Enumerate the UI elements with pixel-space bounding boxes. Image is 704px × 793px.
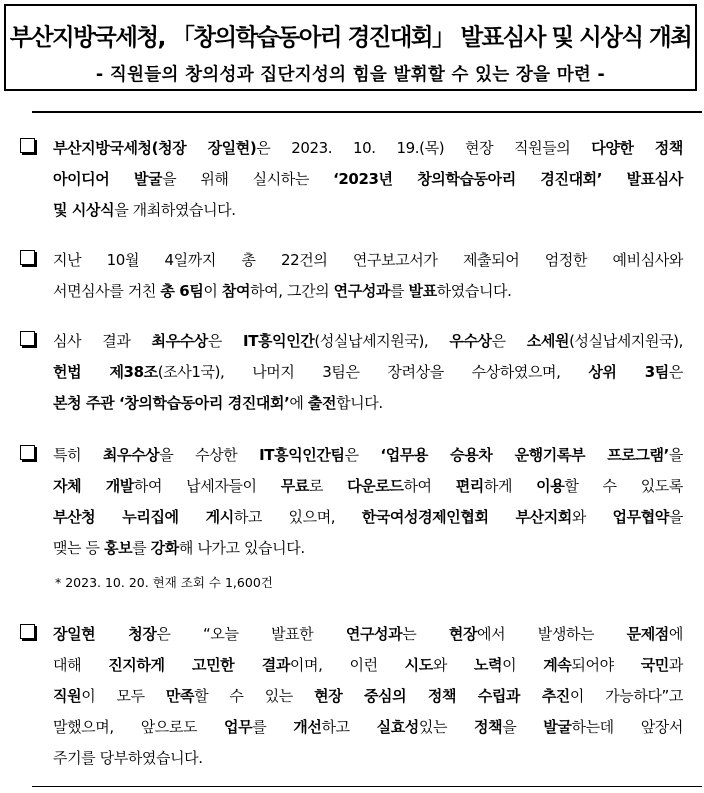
body-text: 하여, 그간의 [250, 282, 334, 300]
body-text: 주기를 당부하였습니다. [53, 749, 203, 767]
emphasis-text: 노력 [473, 656, 503, 674]
text-line [53, 388, 683, 419]
emphasis-text: 자체 개발 [53, 477, 134, 495]
body-text: 을 수상한 [159, 446, 260, 464]
body-text: 할 수 있는 [194, 687, 315, 705]
page-subtitle: - 직원들의 창의성과 집단지성의 힘을 발휘할 수 있는 장을 마련 - [95, 65, 606, 85]
body-text: 심사 결과 [53, 332, 152, 350]
emphasis-text: 개선 [293, 718, 322, 736]
bullet-square-icon [20, 331, 35, 346]
body-text: 되어야 [571, 656, 641, 674]
emphasis-text: 부산지방국세청(청장 장일현) [53, 139, 257, 157]
body-text: 합니다. [336, 394, 383, 412]
body-text: 를 [252, 718, 294, 736]
body-text: 하는데 앞장서 [571, 718, 683, 736]
emphasis-text: 헌법 제38조 [53, 363, 158, 381]
emphasis-text: 아이디어 발굴 [53, 170, 163, 188]
body-text: 말했으며, 앞으로도 [53, 718, 225, 736]
body-text: 은 [344, 446, 381, 464]
body-text: 특히 [53, 446, 103, 464]
section-paragraph [53, 245, 683, 307]
body-text: 을 [502, 718, 544, 736]
emphasis-text: 참여 [221, 282, 251, 300]
emphasis-text: 현장 [448, 625, 478, 643]
text-line [53, 650, 683, 681]
text-line [53, 357, 683, 388]
body-text: 은 2023. 10. 19.(목) 현장 직원들의 [256, 139, 592, 157]
emphasis-text: 다양한 정책 [591, 139, 683, 157]
emphasis-text: 직원 [53, 687, 82, 705]
emphasis-text: 국민 [640, 656, 669, 674]
emphasis-text: 부산청 누리집에 게시 [53, 508, 234, 526]
emphasis-text: 홍보 [104, 539, 133, 557]
emphasis-text: 이용 [536, 477, 565, 495]
emphasis-text: 편리 [455, 477, 484, 495]
text-line [53, 245, 683, 276]
section-paragraph [53, 619, 683, 774]
body-text: 이 가능하다”고 [569, 687, 684, 705]
emphasis-text: 장일현 청장 [53, 625, 157, 643]
body-text: 에 [289, 394, 308, 412]
bullet-square-icon [20, 250, 35, 265]
emphasis-text: 시도 [404, 656, 433, 674]
emphasis-text: 진지하게 고민한 결과 [108, 656, 290, 674]
emphasis-text: 만족 [165, 687, 195, 705]
body-text: 이 [203, 282, 222, 300]
body-text: 맺는 등 [53, 539, 105, 557]
body-text: 은 [207, 332, 244, 350]
body-text: (성실납세지원국), [569, 332, 683, 350]
text-line [53, 743, 683, 774]
emphasis-text: 상위 3팀 [588, 363, 669, 381]
top-divider [32, 111, 702, 113]
body-text: 하고 [321, 718, 377, 736]
emphasis-text: 발굴 [543, 718, 572, 736]
body-text: 지난 10월 4일까지 총 22건의 연구보고서가 제출되어 엄정한 예비심사와 [53, 251, 683, 269]
page-title: 부산지방국세청, 「창의학습동아리 경진대회」 발표심사 및 시상식 개최 [9, 23, 692, 51]
body-text: 에 [668, 625, 683, 643]
body-text: 을 [668, 508, 683, 526]
body-text: 와 [571, 508, 613, 526]
title-box [4, 4, 697, 91]
body-text: 에서 발생하는 [477, 625, 627, 643]
emphasis-text: 총 6팀 [160, 282, 204, 300]
text-line [53, 133, 683, 164]
text-line [53, 712, 683, 743]
body-text: 를 [390, 282, 409, 300]
body-text: 서면심사를 거친 [53, 282, 161, 300]
text-line [53, 681, 683, 712]
body-text: (성실납세지원국), [314, 332, 450, 350]
emphasis-text: 업무 [224, 718, 253, 736]
emphasis-text: 연구성과 [345, 625, 403, 643]
text-line [53, 440, 683, 471]
body-text: 대해 [53, 656, 109, 674]
emphasis-text: 무료 [280, 477, 309, 495]
body-text: 하였습니다. [436, 282, 512, 300]
body-text: 을 개최하였습니다. [114, 201, 236, 219]
body-text: 을 위해 실시하는 [162, 170, 334, 188]
emphasis-text: 최우수상 [151, 332, 208, 350]
text-line [53, 276, 683, 307]
emphasis-text: 한국여성경제인협회 부산지회 [361, 508, 572, 526]
body-text: 해 나가고 있습니다. [178, 539, 305, 557]
body-text: 하여 납세자들이 [133, 477, 281, 495]
text-line [53, 326, 683, 357]
emphasis-text: 및 시상식 [53, 201, 115, 219]
body-text: 이 [502, 656, 544, 674]
body-text: 하여 [403, 477, 456, 495]
emphasis-text: 출전 [307, 394, 337, 412]
body-text: 은 [668, 363, 683, 381]
emphasis-text: IT흥익인간 [243, 332, 315, 350]
text-line [53, 195, 683, 226]
text-line [53, 164, 683, 195]
body-text: 로 [308, 477, 348, 495]
emphasis-text: 계속 [543, 656, 572, 674]
emphasis-text: ‘2023년 창의학습동아리 경진대회’ 발표심사 [333, 170, 683, 188]
bottom-divider [32, 786, 702, 787]
emphasis-text: 우수상 [449, 332, 492, 350]
section-paragraph [53, 440, 683, 564]
bullet-square-icon [20, 624, 35, 639]
emphasis-text: 정책 [474, 718, 503, 736]
emphasis-text: 업무협약 [612, 508, 669, 526]
text-line [53, 471, 683, 502]
emphasis-text: 발표 [408, 282, 437, 300]
footnote: * 2023. 10. 20. 현재 조회 수 1,600건 [55, 575, 273, 590]
body-text: 있는 [418, 718, 475, 736]
section-paragraph [53, 326, 683, 419]
body-text: 은 [491, 332, 527, 350]
body-text: 은 “오늘 발표한 [156, 625, 346, 643]
text-line [53, 619, 683, 650]
emphasis-text: 다운로드 [347, 477, 404, 495]
emphasis-text: 문제점 [626, 625, 669, 643]
body-text: 을 [668, 446, 683, 464]
bullet-square-icon [20, 445, 35, 460]
body-text: 이며, 이런 [289, 656, 405, 674]
bullet-square-icon [20, 138, 35, 153]
body-text: 하고 있으며, [233, 508, 362, 526]
emphasis-text: 소세원 [526, 332, 570, 350]
emphasis-text: 현장 중심의 정책 수립과 추진 [314, 687, 570, 705]
emphasis-text: ‘업무용 승용차 운행기록부 프로그램’ [380, 446, 669, 464]
text-line [53, 533, 683, 564]
emphasis-text: IT흥익인간팀 [259, 446, 345, 464]
body-text: 와 [432, 656, 474, 674]
emphasis-text: 최우수상 [102, 446, 160, 464]
emphasis-text: 강화 [150, 539, 179, 557]
body-text: (조사1국), 나머지 3팀은 장려상을 수상하였으며, [157, 363, 589, 381]
body-text: 할 수 있도록 [564, 477, 683, 495]
body-text: 이 모두 [81, 687, 166, 705]
emphasis-text: 실효성 [376, 718, 419, 736]
section-paragraph [53, 133, 683, 226]
body-text: 는 [402, 625, 449, 643]
body-text: 하게 [483, 477, 537, 495]
emphasis-text: 연구성과 [333, 282, 391, 300]
emphasis-text: 본청 주관 ‘창의학습동아리 경진대회’ [53, 394, 290, 412]
body-text: 과 [668, 656, 683, 674]
body-text: 를 [132, 539, 151, 557]
text-line [53, 502, 683, 533]
